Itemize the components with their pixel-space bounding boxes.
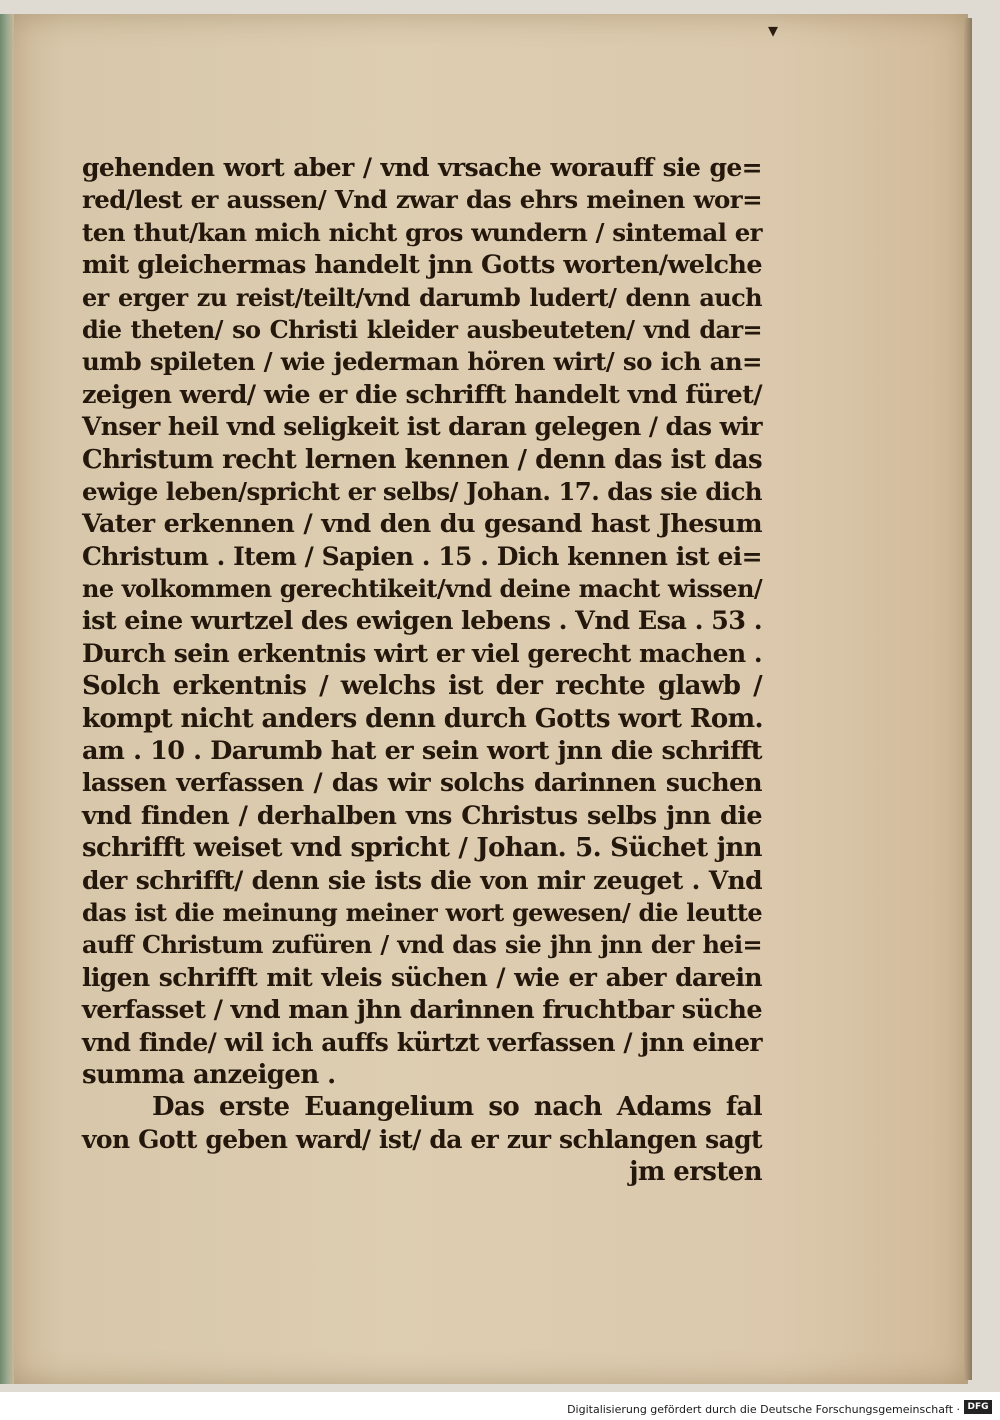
text-line: die theten/ so Christi kleider ausbeuteten/ vnd dar=	[82, 314, 762, 344]
text-line: ligen schrifft mit vleis süchen / wie er aber darein	[82, 962, 762, 992]
text-line: vnd finde/ wil ich auffs kürtzt verfassen / jnn einer	[82, 1027, 762, 1057]
text-line: kompt nicht anders denn durch Gotts wort Rom.	[82, 703, 763, 734]
text-line: am . 10 . Darumb hat er sein wort jnn die schrifft	[82, 736, 762, 767]
footer-credit: Digitalisierung gefördert durch die Deutsche Forschungsgemeinschaft ·	[567, 1403, 960, 1416]
text-line: ist eine wurtzel des ewigen lebens . Vnd Esa . 53 .	[82, 606, 762, 637]
text-line: schrifft weiset vnd spricht / Johan. 5. Süchet jnn	[82, 833, 762, 864]
text-line: gehenden wort aber / vnd vrsache worauff sie ge=	[82, 153, 762, 182]
text-line: Vnser heil vnd seligkeit ist daran gelegen / das wir	[82, 412, 762, 442]
text-line: vnd finden / derhalben vns Christus selbs jnn die	[82, 800, 762, 831]
text-line: ewige leben/spricht er selbs/ Johan. 17. das sie dich	[82, 476, 762, 506]
text-line: Durch sein erkentnis wirt er viel gerecht machen .	[82, 638, 762, 668]
catchword: jm ersten	[629, 1157, 762, 1188]
text-line: mit gleichermas handelt jnn Gotts worten/welche	[82, 250, 762, 281]
text-line: er erger zu reist/teilt/vnd darumb ludert/ denn auch	[82, 282, 762, 312]
book-spine	[0, 14, 14, 1384]
text-line: ne volkommen gerechtikeit/vnd deine macht wissen/	[82, 574, 762, 604]
text-line: Vater erkennen / vnd den du gesand hast Jhesum	[82, 509, 762, 540]
text-line: ten thut/kan mich nicht gros wundern / sintemal er	[82, 217, 762, 247]
text-line: das ist die meinung meiner wort gewesen/ die leutte	[82, 897, 762, 927]
text-line: summa anzeigen .	[82, 1059, 336, 1090]
text-line: Christum recht lernen kennen / denn das ist das	[82, 444, 762, 475]
body-text	[82, 152, 762, 1189]
dfg-logo: DFG	[964, 1400, 992, 1414]
text-line: verfasset / vnd man jhn darinnen fruchtbar süche	[82, 995, 762, 1026]
text-line: der schrifft/ denn sie ists die von mir zeuget . Vnd	[82, 865, 762, 895]
corner-mark: ▾	[768, 18, 779, 42]
text-line: lassen verfassen / das wir solchs darinnen suchen	[82, 768, 762, 798]
text-line: auff Christum zufüren / vnd das sie jhn jnn der hei=	[82, 930, 762, 960]
text-line: Solch erkentnis / welchs ist der rechte glawb /	[82, 671, 762, 702]
text-line: Christum . Item / Sapien . 15 . Dich kennen ist ei=	[82, 541, 762, 571]
text-line: umb spileten / wie jederman hören wirt/ so ich an=	[82, 347, 762, 377]
text-line: zeigen werd/ wie er die schrifft handelt vnd füret/	[82, 379, 762, 410]
text-line: von Gott geben ward/ ist/ da er zur schlangen sagt	[82, 1124, 762, 1154]
page-edge	[964, 18, 972, 1380]
text-line: Das erste Euangelium so nach Adams fal	[152, 1092, 762, 1123]
text-line: red/lest er aussen/ Vnd zwar das ehrs meinen wor=	[82, 185, 762, 215]
